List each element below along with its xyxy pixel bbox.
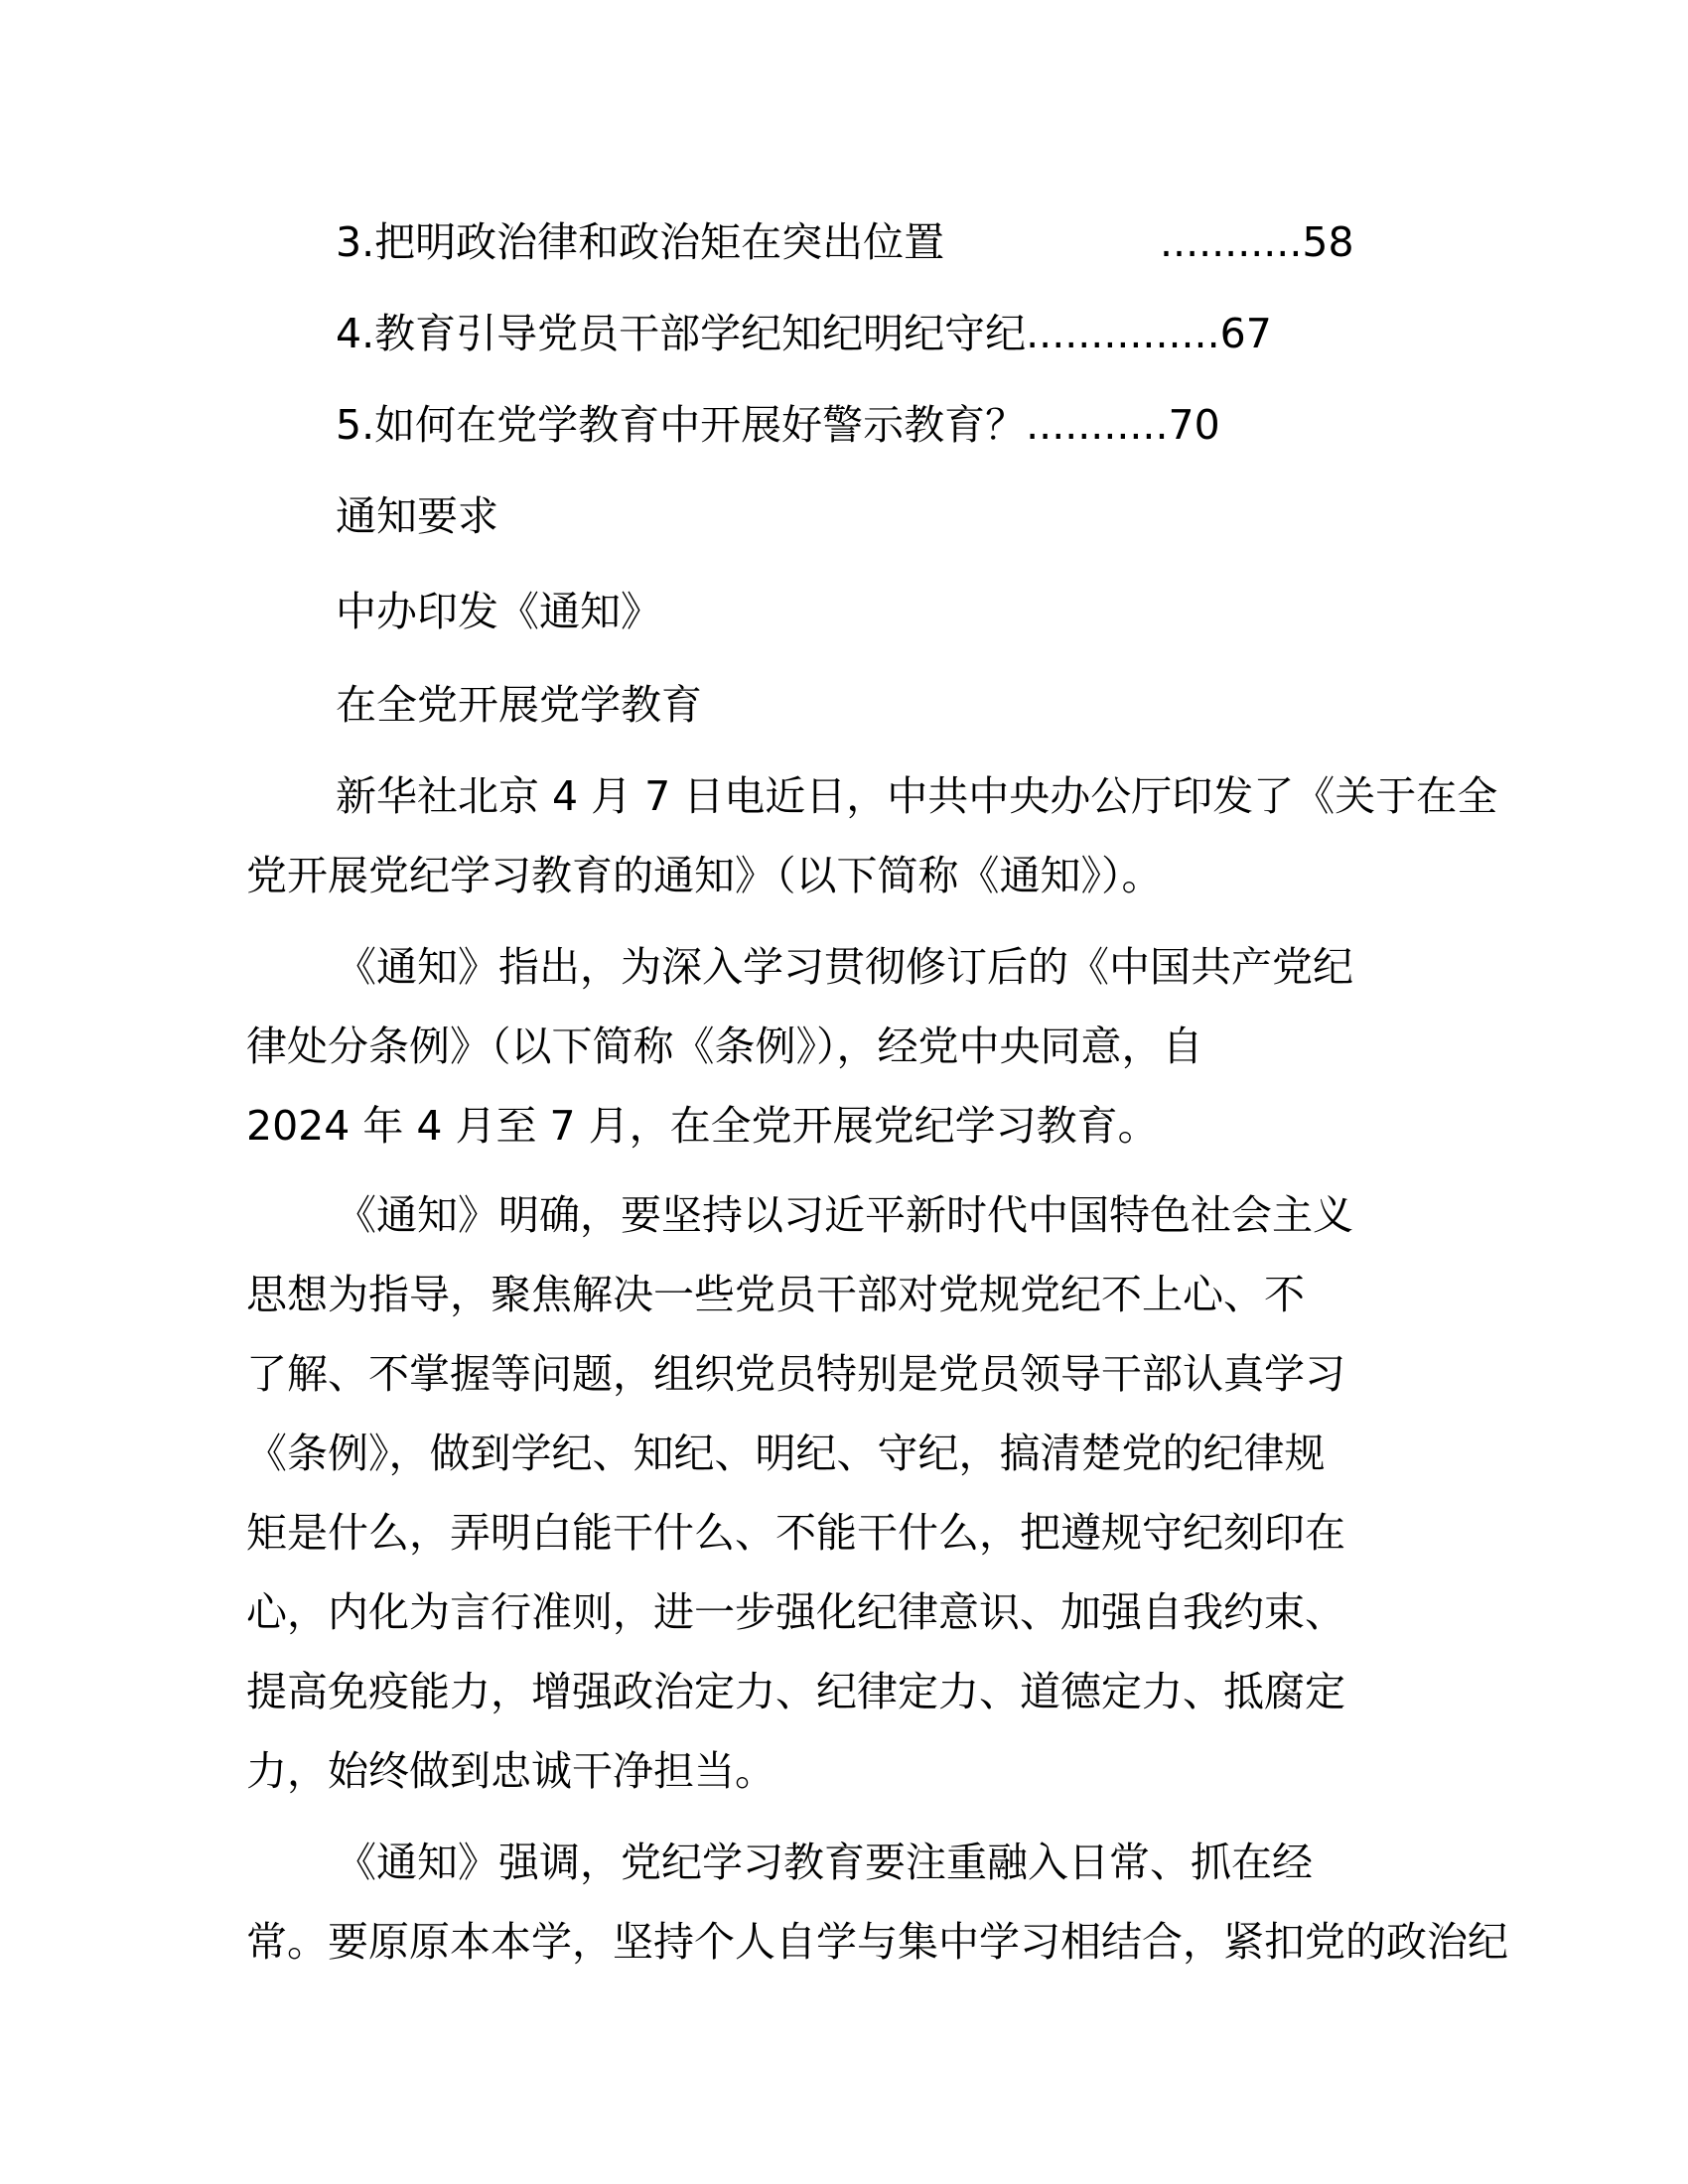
paragraph-line: 《条例》，做到学纪、知纪、明纪、守纪，搞清楚党的纪律规 <box>246 1430 1326 1477</box>
toc-entry-page: ...............67 <box>1026 310 1272 357</box>
toc-entry-text: 5.如何在党学教育中开展好警示教育？ <box>336 401 1027 449</box>
paragraph-line: 矩是什么，弄明白能干什么、不能干什么，把遵规守纪刻印在 <box>246 1509 1345 1557</box>
paragraph-line: 思想为指导，聚焦解决一些党员干部对党规党纪不上心、不 <box>246 1271 1305 1318</box>
paragraph-line: 新华社北京 4 月 7 日电近日，中共中央办公厅印发了《关于在全 <box>336 772 1498 820</box>
paragraph-line: 《通知》指出，为深入学习贯彻修订后的《中国共产党纪 <box>336 943 1353 991</box>
toc-entry[interactable] <box>336 306 1272 361</box>
paragraph-line: 提高免疫能力，增强政治定力、纪律定力、道德定力、抵腐定 <box>246 1668 1345 1715</box>
paragraph-line: 《通知》强调，党纪学习教育要注重融入日常、抓在经 <box>336 1839 1313 1886</box>
paragraph-line: 2024 年 4 月至 7 月，在全党开展党纪学习教育。 <box>246 1102 1159 1150</box>
paragraph-line: 力，始终做到忠诚干净担当。 <box>246 1747 775 1795</box>
paragraph-line: 心，内化为言行准则，进一步强化纪律意识、加强自我约束、 <box>246 1588 1345 1636</box>
paragraph-line: 常。要原原本本学，坚持个人自学与集中学习相结合，紧扣党的政治纪 <box>246 1918 1508 1966</box>
toc-entry-page: ...........70 <box>1026 401 1220 449</box>
section-heading: 中办印发《通知》 <box>336 588 661 635</box>
toc-entry-text: 4.教育引导党员干部学纪知纪明纪守纪 <box>336 310 1027 357</box>
paragraph-line: 党开展党纪学习教育的通知》（以下简称《通知》）。 <box>246 852 1163 899</box>
toc-entry[interactable] <box>336 397 1220 453</box>
toc-entry[interactable] <box>336 214 1354 270</box>
section-heading: 在全党开展党学教育 <box>336 681 702 729</box>
section-heading: 通知要求 <box>336 492 498 540</box>
paragraph-line: 律处分条例》（以下简称《条例》），经党中央同意，自 <box>246 1023 1203 1070</box>
paragraph-line: 《通知》明确，要坚持以习近平新时代中国特色社会主义 <box>336 1191 1353 1239</box>
toc-entry-page: ...........58 <box>1160 218 1354 266</box>
paragraph-line: 了解、不掌握等问题，组织党员特别是党员领导干部认真学习 <box>246 1350 1345 1398</box>
toc-entry-text: 3.把明政治律和政治矩在突出位置 <box>336 218 945 266</box>
